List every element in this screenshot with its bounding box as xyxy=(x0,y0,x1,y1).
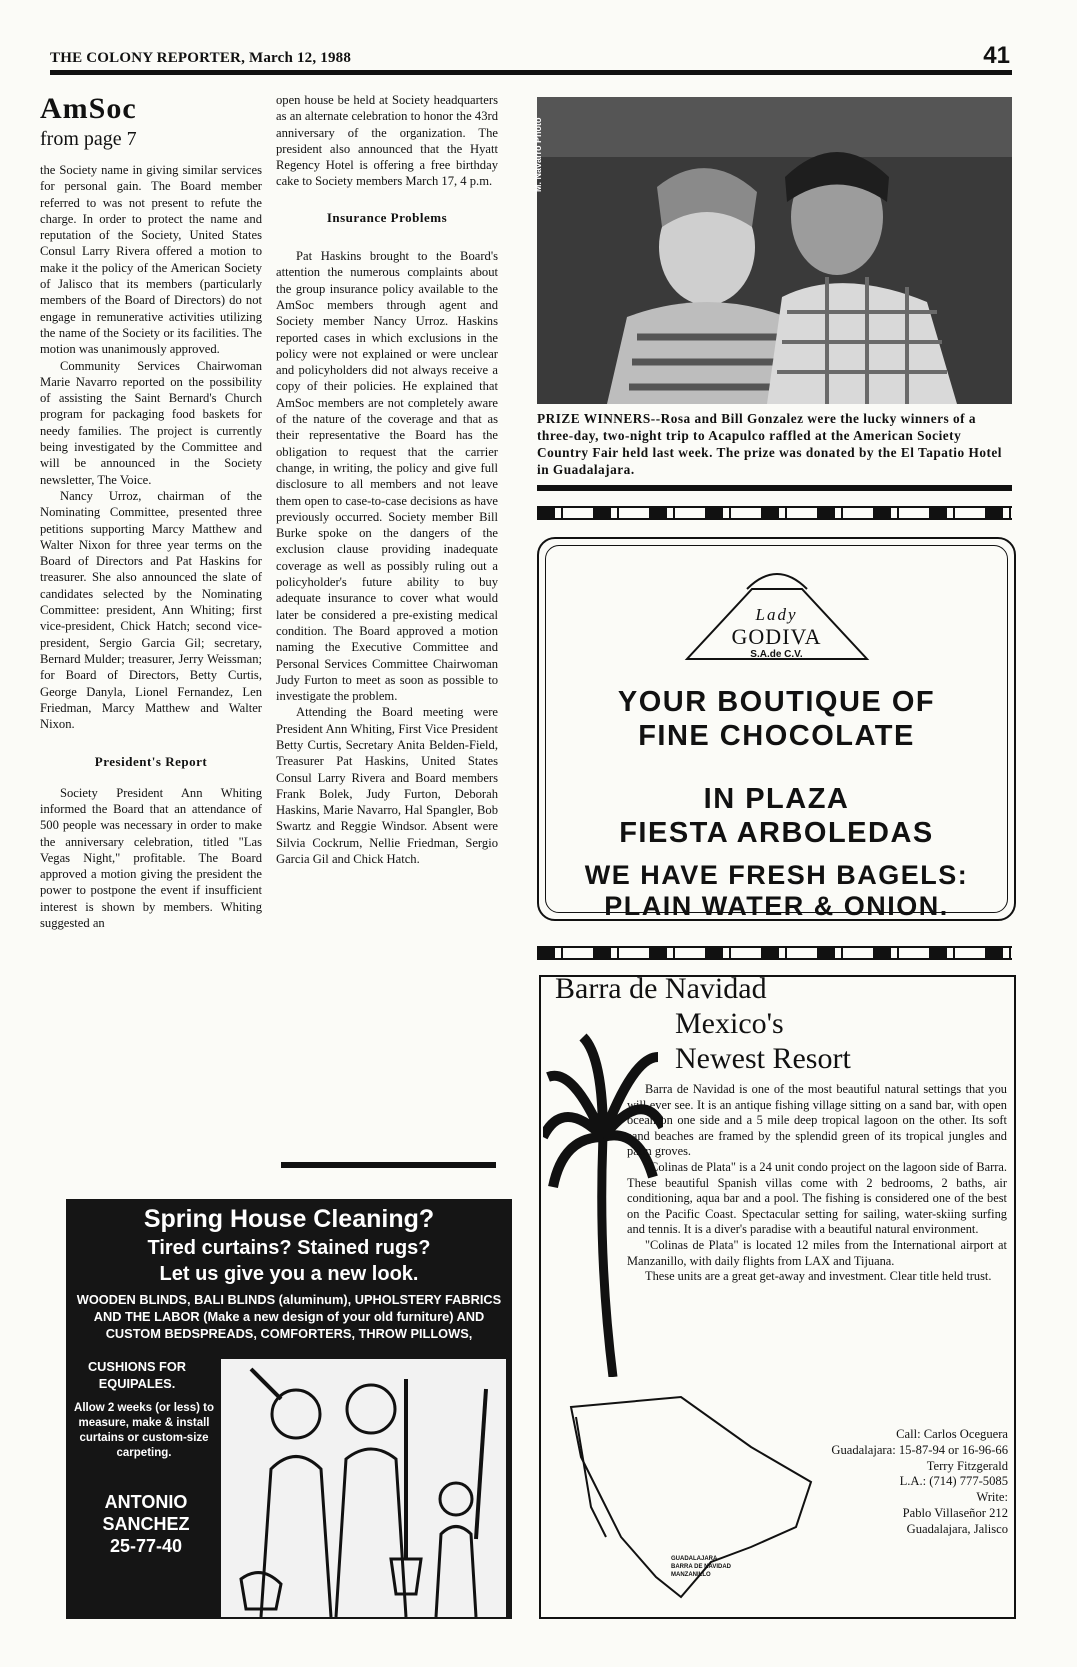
contact-line: Write: xyxy=(976,1490,1008,1505)
article-paragraph: Society President Ann Whiting informed the Board that an attendance of 500 people was necessary in order to make the anniversary celebration, titled "Las Vegas Night," profitable. The Board approved a motion giving the president the power to postpone the event if insufficient interest is shown by members. Whiting suggested an xyxy=(40,785,262,931)
article-subhead: from page 7 xyxy=(40,128,137,150)
photo-credit: M. Navarro Photo xyxy=(533,117,543,193)
barra-title: Barra de Navidad xyxy=(555,972,767,1005)
contact-line: Guadalajara, Jalisco xyxy=(906,1521,1008,1536)
contact-line: Call: Carlos Oceguera xyxy=(896,1427,1008,1441)
barra-paragraph: "Colinas de Plata" is a 24 unit condo project on the lagoon side of Barra. These beautiful Spanish villas come with 2 bedrooms, 2 baths, air conditioning, aqua bar and a pool. The fishing is considered one of the best on the Pacific Coast. Spectacular setting for sailing, water-skiing surfing and tennis. It is a diver's paradise with a beautiful natural environment. xyxy=(627,1159,1007,1237)
barra-body xyxy=(627,1082,1007,1285)
masthead-rule xyxy=(50,70,1012,75)
page-number: 41 xyxy=(983,42,1010,69)
article-paragraph: open house be held at Society headquarters as an alternate celebration to honor the 43rd anniversary of the organization. The president also announced that the Hyatt Regency Hotel is offering a free birthday cake to Society members March 17, 4 p.m. xyxy=(276,93,498,189)
article-paragraph: Attending the Board meeting were President Ann Whiting, First Vice President Betty Curtis, Secretary Anita Belden-Field, Treasurer Pat Haskins, United States Consul Larry Rivera and Board members Frank Bolek, Judy Furton, Deborah Haskins, Marie Navarro, Hal Spangler, Bob Swartz and Reggie Windsor. Absent were Silvia Cockrum, Nellie Friedman, Sergio Garcia Gil and Chick Hatch. xyxy=(276,705,498,867)
barra-de-navidad-ad xyxy=(539,972,1016,1619)
spring-name-line: ANTONIO xyxy=(104,1492,188,1512)
map-label: GUADALAJARA xyxy=(671,1556,718,1562)
spring-cleaning-ad xyxy=(66,1199,512,1619)
godiva-line: FINE CHOCOLATE xyxy=(638,720,915,752)
godiva-line: WE HAVE FRESH BAGELS: xyxy=(584,860,969,890)
article-column-2 xyxy=(276,92,498,867)
article-paragraph: the Society name in giving similar services for personal gain. The Board member referred to was not present to refute the charge. In order to protect the name and reputation of the Society, United States Consul Larry Rivera offered a motion to make it the policy of the American Society of Jalisco that its members (particularly members of the Board of Directors) do not engage in remunerative activities utilizing the name of the Society or its facilities. The motion was unanimously approved. xyxy=(40,163,262,357)
spring-name-line: SANCHEZ xyxy=(102,1514,190,1534)
article-paragraph: Pat Haskins brought to the Board's attention the numerous complaints about the group insurance policy available to the AmSoc members through agent and Society member Nancy Urroz. Haskins reported cases in which exclusions in the policy were not explained or were unclear and policyholders did not always receive a copy of their policies. He explained that AmSoc members are not completely aware of the nature of the coverage and that as their representative the Board has the obligation to request that the carrier change, in writing, the policy and give full disclosure to all members and not leave them open to case-to-case decisions as have previously occurred. Society member Bill Burke spoke on the dangers of the exclusion clause providing inadequate coverage as well as possibly ruling out a policyholder's future ability to buy adequate insurance to cover what would later be considered a pre-existing medical condition. The Board approved a motion naming the Executive Committee and Personal Services Committee Chairwoman Judy Furton to meet as soon as possible to investigate the problem. xyxy=(276,249,498,704)
decorative-border xyxy=(537,506,1012,520)
godiva-line: IN PLAZA xyxy=(703,783,850,815)
godiva-line: PLAIN WATER & ONION. xyxy=(604,891,949,921)
article-column-1 xyxy=(40,92,262,931)
godiva-line: FIESTA ARBOLEDAS xyxy=(619,817,934,849)
godiva-line: YOUR BOUTIQUE OF xyxy=(617,686,936,718)
godiva-logo-name: GODIVA xyxy=(731,624,822,649)
spring-title: Spring House Cleaning? xyxy=(143,1205,435,1233)
barra-contact xyxy=(831,1427,1008,1538)
barra-paragraph: Barra de Navidad is one of the most beautiful natural settings that you will ever see. It is an antique fishing village sitting on a sand bar, with open ocean on one side and a 5 mile deep tropical lagoon on the other. Its soft sand beaches are framed by the splendid green of its tropical jungles and palm groves. xyxy=(627,1082,1007,1159)
masthead xyxy=(50,44,1010,70)
map-labels xyxy=(671,1555,731,1579)
spring-services-cont: CUSHIONS FOR EQUIPALES. xyxy=(87,1359,187,1391)
barra-title: Newest Resort xyxy=(675,1042,851,1075)
article-headline: AmSoc xyxy=(40,92,137,125)
contact-line: Terry Fitzgerald xyxy=(926,1458,1008,1473)
article-paragraph: Community Services Chairwoman Marie Navarro reported on the possibility of assisting the Saint Bernard's Church program for packaging food baskets for needy families. The project is currently being investigated by the Committee and will be announced in the Society newsletter, The Voice. xyxy=(40,358,262,487)
spring-phone: 25-77-40 xyxy=(109,1536,183,1556)
godiva-logo-script: Lady xyxy=(755,605,798,624)
godiva-ad xyxy=(537,537,1016,921)
godiva-logo-sub: S.A.de C.V. xyxy=(750,649,803,660)
column-end-rule xyxy=(281,1162,496,1168)
caption-rule xyxy=(537,485,1012,491)
map-label: MANZANILLO xyxy=(671,1572,711,1578)
cleaning-people-illustration xyxy=(221,1359,506,1617)
spring-subtitle: Tired curtains? Stained rugs? xyxy=(147,1237,431,1259)
masthead-title: THE COLONY REPORTER, March 12, 1988 xyxy=(50,50,352,66)
section-heading-insurance: Insurance Problems xyxy=(326,209,448,225)
photo-caption: PRIZE WINNERS--Rosa and Bill Gonzalez were the lucky winners of a three-day, two-night trip to Acapulco raffled at the American Society Country Fair held last week. The prize was donated by the El Tapatio Hotel in Guadalajara. xyxy=(537,411,1002,477)
spring-name xyxy=(76,1491,216,1557)
spring-subtitle: Let us give you a new look. xyxy=(159,1263,419,1285)
prize-winners-photo xyxy=(537,97,1012,404)
map-label: BARRA DE NAVIDAD xyxy=(671,1564,731,1570)
contact-line: Guadalajara: 15-87-94 or 16-96-66 xyxy=(831,1442,1008,1457)
decorative-border xyxy=(537,946,1012,960)
contact-line: Pablo Villaseñor 212 xyxy=(902,1505,1008,1520)
spring-services: WOODEN BLINDS, BALI BLINDS (aluminum), UPHOLSTERY FABRICS AND THE LABOR (Make a new design of your old furniture) AND CUSTOM BEDSPREADS, COMFORTERS, THROW PILLOWS, xyxy=(76,1292,502,1341)
barra-paragraph: "Colinas de Plata" is located 12 miles from the International airport at Manzanillo, with daily flights from LAX and Tijuana. xyxy=(627,1237,1007,1268)
spring-terms: Allow 2 weeks (or less) to measure, make & install curtains or custom-size carpeting. xyxy=(74,1402,214,1459)
photo-illustration xyxy=(537,97,1012,404)
barra-title: Mexico's xyxy=(675,1007,784,1040)
barra-paragraph: These units are a great get-away and investment. Clear title held trust. xyxy=(645,1269,992,1284)
contact-line: L.A.: (714) 777-5085 xyxy=(899,1474,1008,1489)
section-heading-president: President's Report xyxy=(94,754,208,770)
article-paragraph: Nancy Urroz, chairman of the Nominating Committee, presented three petitions supporting Marcy Matthew and Walter Nixon for three year terms on the Board of Directors and Pat Haskins for treasurer. She also announced the slate of candidates selected by the Nominating Committee: president, Ann Whiting; first vice-president, Chick Hatch; second vice-president, Sergio Garcia Gil; secretary, Bernard Mulder; treasurer, Jerry Weissman; for Board of Directors, Betty Curtis, George Danyla, Lionel Fernandez, Len Friedman, Marcy Matthew and Walter Nixon. xyxy=(40,488,262,732)
